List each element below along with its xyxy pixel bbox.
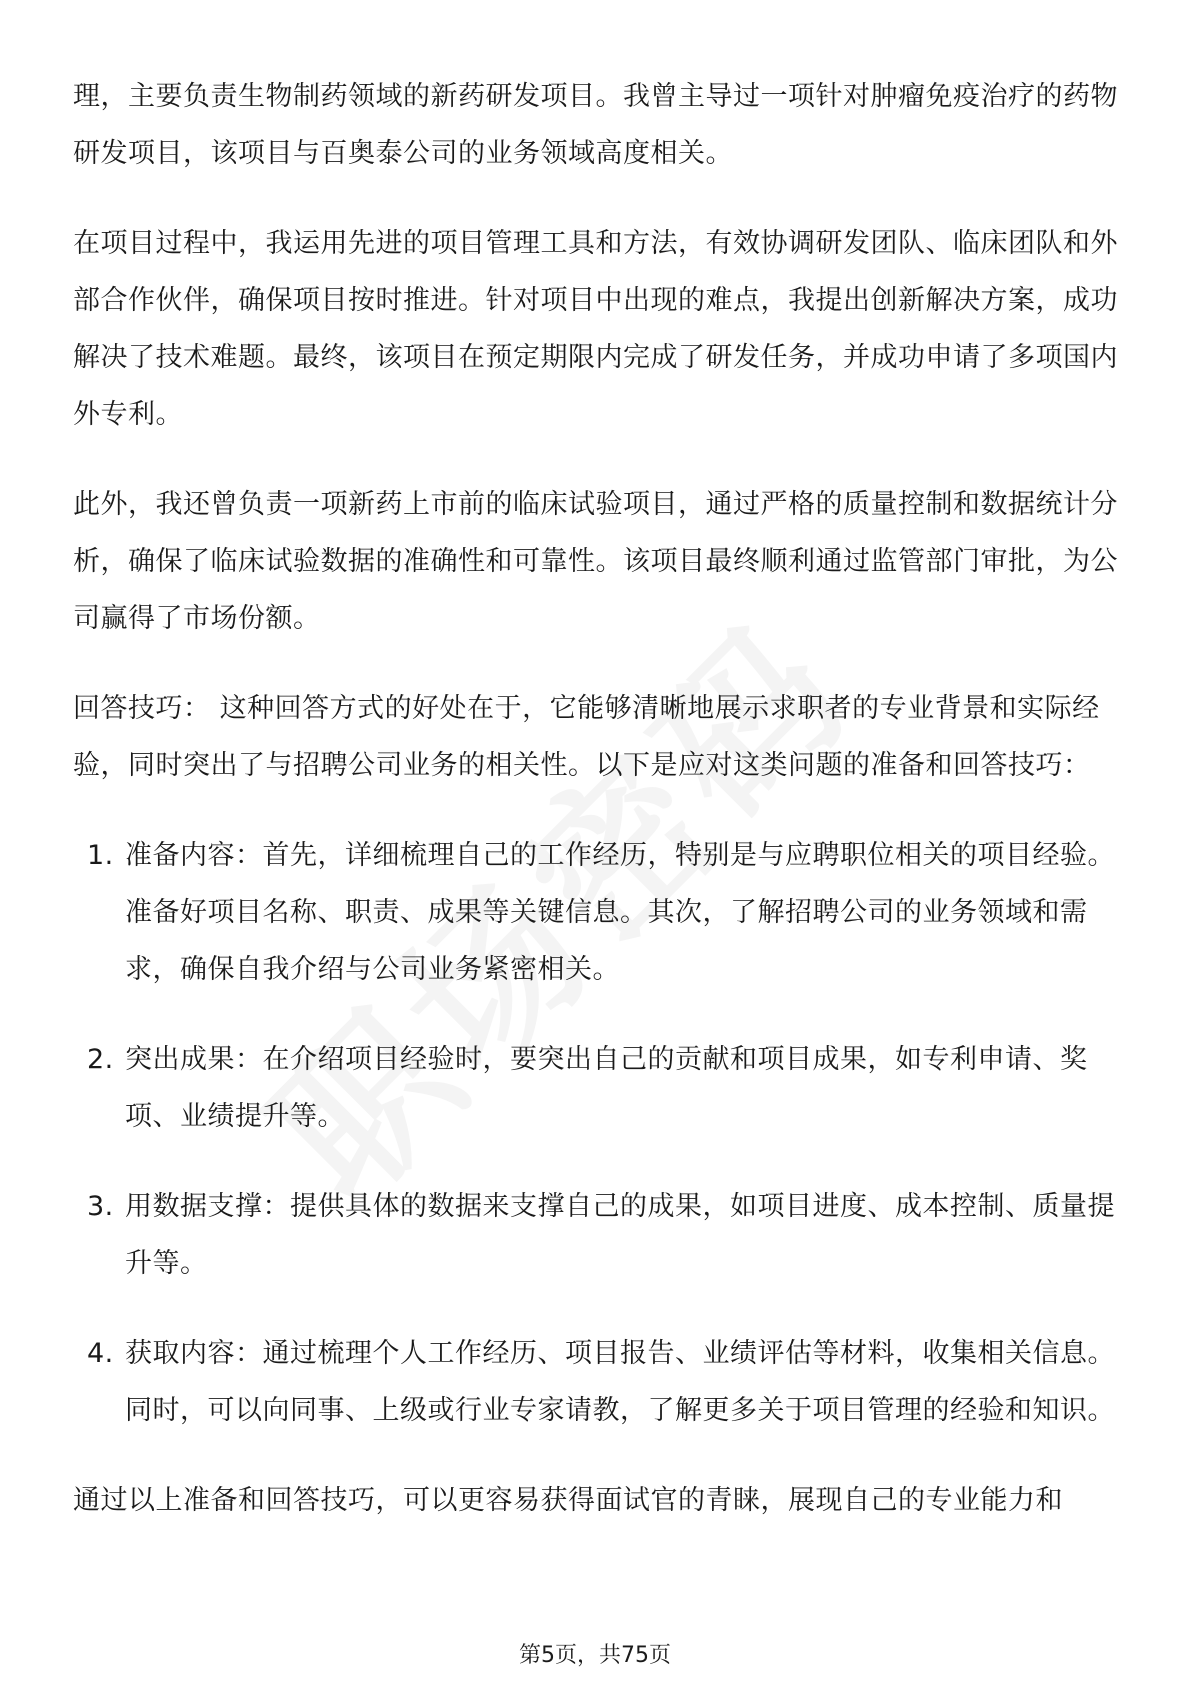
list-number: 1. [87,840,114,871]
document-body [73,68,1118,1562]
list-item-text: 突出成果：在介绍项目经验时，要突出自己的贡献和项目成果，如专利申请、奖项、业绩提升等。 [125,1044,1088,1132]
list-number: 3. [87,1191,114,1222]
list-item [73,1031,1118,1145]
page-footer: 第5页，共75页 [519,1643,671,1668]
list-item [73,1178,1118,1292]
list-number: 4. [87,1338,114,1369]
tips-list [73,827,1118,1439]
list-number: 2. [87,1044,114,1075]
paragraph-3: 此外，我还曾负责一项新药上市前的临床试验项目，通过严格的质量控制和数据统计分析，确保了临床试验数据的准确性和可靠性。该项目最终顺利通过监管部门审批，为公司赢得了市场份额。 [73,489,1118,634]
paragraph-1: 理，主要负责生物制药领域的新药研发项目。我曾主导过一项针对肿瘤免疫治疗的药物研发项目，该项目与百奥泰公司的业务领域高度相关。 [73,81,1118,169]
list-item [73,827,1118,998]
list-item-text: 获取内容：通过梳理个人工作经历、项目报告、业绩评估等材料，收集相关信息。同时，可以向同事、上级或行业专家请教，了解更多关于项目管理的经验和知识。 [125,1338,1115,1426]
list-item [73,1325,1118,1439]
list-item-text: 用数据支撑：提供具体的数据来支撑自己的成果，如项目进度、成本控制、质量提升等。 [125,1191,1115,1279]
list-item-text: 准备内容：首先，详细梳理自己的工作经历，特别是与应聘职位相关的项目经验。准备好项目名称、职责、成果等关键信息。其次，了解招聘公司的业务领域和需求，确保自我介绍与公司业务紧密相关。 [125,840,1115,985]
closing-paragraph: 通过以上准备和回答技巧，可以更容易获得面试官的青睐，展现自己的专业能力和 [73,1485,1063,1516]
paragraph-2: 在项目过程中，我运用先进的项目管理工具和方法，有效协调研发团队、临床团队和外部合作伙伴，确保项目按时推进。针对项目中出现的难点，我提出创新解决方案，成功解决了技术难题。最终，该项目在预定期限内完成了研发任务，并成功申请了多项国内外专利。 [73,228,1118,430]
paragraph-answer-tips: 回答技巧： 这种回答方式的好处在于，它能够清晰地展示求职者的专业背景和实际经验，同时突出了与招聘公司业务的相关性。以下是应对这类问题的准备和回答技巧： [73,693,1100,781]
